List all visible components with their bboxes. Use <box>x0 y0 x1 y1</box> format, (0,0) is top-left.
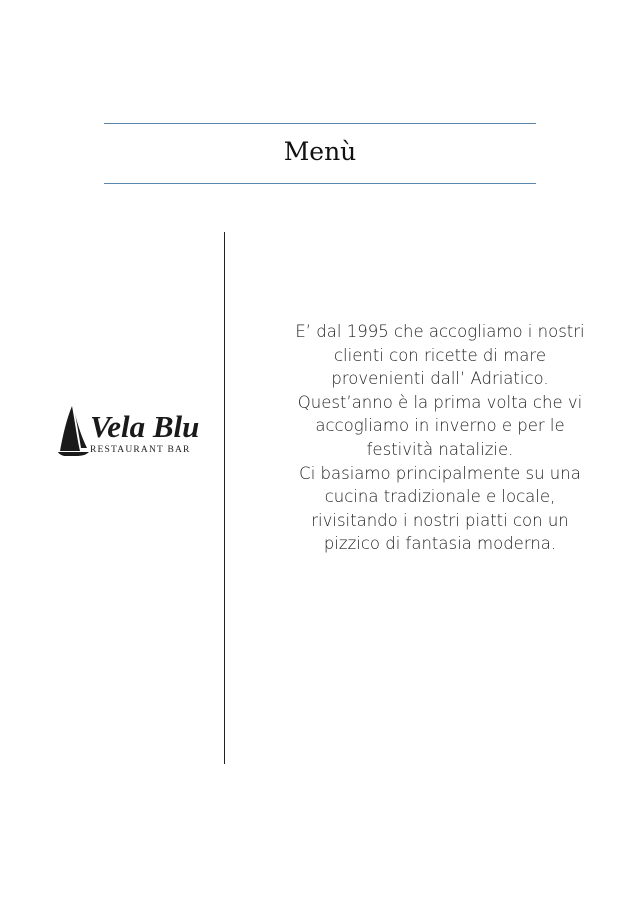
title-top-rule <box>104 123 536 124</box>
intro-line: accogliamo in inverno e per le <box>315 416 565 436</box>
intro-line: Quest’anno è la prima volta che vi <box>297 392 583 412</box>
restaurant-logo <box>58 404 198 462</box>
intro-line: Ci basiamo principalmente su una <box>299 463 581 483</box>
intro-line: rivisitando i nostri piatti con un <box>311 510 569 530</box>
intro-line: clienti con ricette di mare <box>333 345 546 365</box>
column-divider <box>224 232 225 764</box>
title-bottom-rule <box>104 183 536 184</box>
intro-line: festività natalizie. <box>366 439 514 459</box>
intro-line: provenienti dall’ Adriatico. <box>331 369 549 389</box>
intro-text <box>264 320 616 556</box>
page-title: Menù <box>283 137 357 166</box>
logo-subtitle: RESTAURANT BAR <box>90 445 191 455</box>
logo-name: Vela Blu <box>90 409 200 444</box>
intro-line: E’ dal 1995 che accogliamo i nostri <box>295 322 585 341</box>
intro-line: pizzico di fantasia moderna. <box>323 534 557 554</box>
intro-line: cucina tradizionale e locale, <box>324 487 556 507</box>
sailboat-icon <box>58 404 90 456</box>
